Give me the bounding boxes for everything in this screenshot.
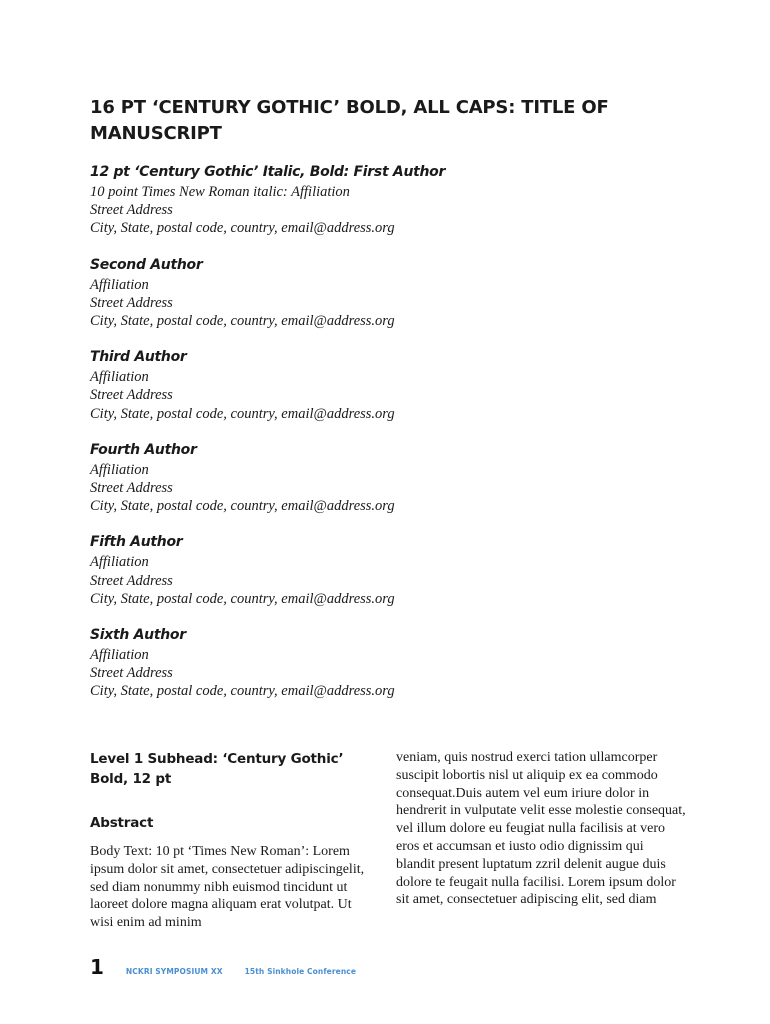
author-street: Street Address (90, 572, 173, 589)
author-block (90, 531, 650, 608)
author-name: Third Author (90, 349, 187, 366)
symposium-label: NCKRI SYMPOSIUM XX (125, 967, 223, 976)
author-city: City, State, postal code, country, email@address.org (90, 498, 395, 515)
author-city: City, State, postal code, country, email@address.org (90, 590, 395, 607)
author-block (90, 346, 650, 423)
page-footer (90, 955, 356, 979)
author-affiliation: Affiliation (90, 554, 149, 571)
author-block (90, 254, 650, 331)
right-column (396, 749, 686, 909)
author-street: Street Address (90, 480, 173, 497)
author-city: City, State, postal code, country, email@address.org (90, 313, 395, 330)
author-street: Street Address (90, 665, 173, 682)
level-1-subhead: Level 1 Subhead: ‘Century Gothic’ Bold, 12 pt (90, 751, 344, 787)
author-affiliation: Affiliation (90, 461, 149, 478)
author-street: Street Address (90, 202, 173, 219)
left-column (90, 749, 370, 932)
abstract-heading: Abstract (90, 815, 154, 831)
abstract-body: Body Text: 10 pt ‘Times New Roman’: Lorem ipsum dolor sit amet, consectetuer adipiscingelit, sed diam nonummy nibh euismod tincidunt ut laoreet dolore magna aliquam erat volutpat. Ut wisi enim ad minim (90, 844, 365, 931)
author-affiliation: 10 point Times New Roman italic: Affiliation (90, 184, 350, 200)
page-number: 1 (90, 955, 104, 979)
author-name: Fifth Author (90, 534, 183, 551)
author-block (90, 161, 650, 238)
body-text-continued: veniam, quis nostrud exerci tation ullamcorper suscipit lobortis nisl ut aliquip ex ea commodo consequat.Duis autem vel eum iriure dolor in hendrerit in vulputate velit esse molestie consequat, vel illum dolore eu feugiat nulla facilisis at vero eros et accumsan et iusto odio dignissim qui blandit present luptatum zzril delenit augue duis dolore te feugait nulla facilisi. Lorem ipsum dolor sit amet, consectetuer adipiscing elit, sed diam (396, 750, 686, 908)
author-name: Fourth Author (90, 441, 197, 458)
author-city: City, State, postal code, country, email@address.org (90, 683, 395, 700)
author-city: City, State, postal code, country, email@address.org (90, 405, 395, 422)
manuscript-title: 16 PT ‘CENTURY GOTHIC’ BOLD, ALL CAPS: TITLE OF MANUSCRIPT (90, 97, 609, 144)
author-name: Second Author (90, 256, 203, 273)
author-name: 12 pt ‘Century Gothic’ Italic, Bold: First Author (90, 164, 446, 180)
author-affiliation: Affiliation (90, 647, 149, 664)
conference-label: 15th Sinkhole Conference (244, 967, 357, 976)
author-block (90, 439, 650, 516)
author-name: Sixth Author (90, 627, 186, 644)
author-city: City, State, postal code, country, email@address.org (90, 220, 395, 237)
author-block (90, 624, 650, 701)
author-affiliation: Affiliation (90, 276, 149, 293)
author-affiliation: Affiliation (90, 369, 149, 386)
author-street: Street Address (90, 387, 173, 404)
author-list (90, 161, 650, 717)
author-street: Street Address (90, 294, 173, 311)
